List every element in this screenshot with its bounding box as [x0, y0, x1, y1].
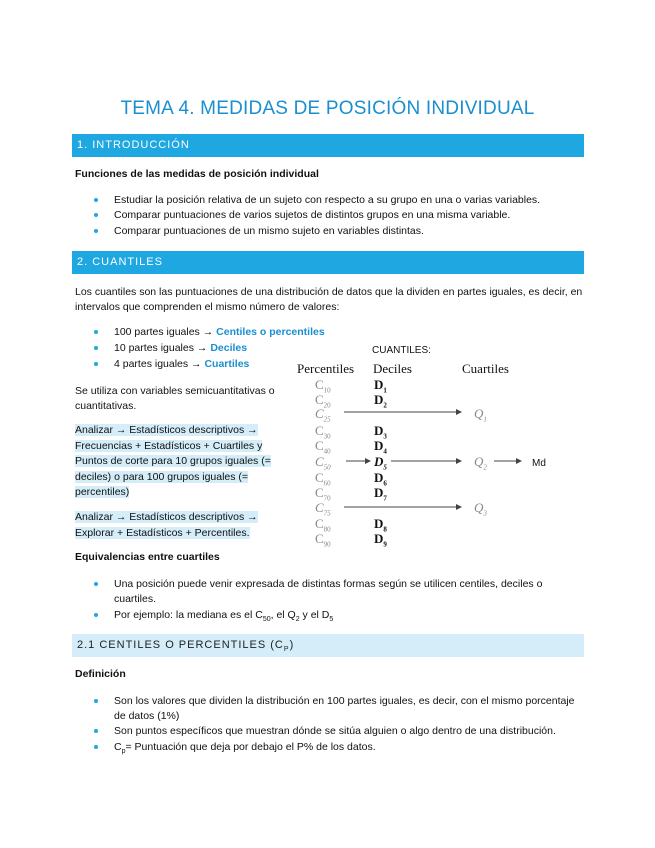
decile-label: $D_9$ — [374, 531, 387, 549]
list-item: Son los valores que dividen la distribución en 100 partes iguales, es decir, con el mismo porcentaje — [114, 695, 575, 707]
median-label: Md — [532, 458, 546, 469]
list-item-continuation: cuartiles. — [114, 593, 157, 605]
quartile-label: $Q_2$ — [474, 454, 487, 472]
bullet-icon — [94, 613, 98, 617]
list-item: $C_p=$ Puntuación que deja por debajo el P% de los datos. — [114, 741, 376, 756]
subheading-definicion: Definición — [75, 668, 126, 680]
section-heading-introduccion: 1. INTRODUCCIÓN — [72, 134, 584, 157]
subheading-equivalencias: Equivalencias entre cuartiles — [75, 551, 220, 563]
decile-label: $D_5$ — [374, 454, 387, 472]
spss-path-frecuencias: Analizar → Estadísticos descriptivos → Frecuencias + Estadísticos + Cuartiles y Puntos de corte para 10 grupos iguales (= deciles) o para 100 grupos iguales (= percentiles) — [75, 424, 271, 498]
column-header-deciles: Deciles — [373, 361, 412, 376]
list-item: Comparar puntuaciones de varios sujetos de distintos grupos en una misma variable. — [114, 209, 511, 221]
usage-text: Se utiliza con variables semicuantitativas o — [75, 385, 275, 397]
decile-label: $D_3$ — [374, 423, 387, 441]
percentile-label: $C_{75}$ — [315, 500, 331, 518]
subheading-funciones: Funciones de las medidas de posición individual — [75, 168, 319, 180]
quartile-label: $Q_3$ — [474, 500, 487, 518]
percentile-label: $C_{30}$ — [315, 423, 331, 441]
intro-text: Los cuantiles son las puntuaciones de una distribución de datos que la dividen en partes iguales, es decir, en — [75, 286, 583, 298]
spss-path-explorar: Analizar → Estadísticos descriptivos → Explorar + Estadísticos + Percentiles. — [75, 511, 258, 539]
percentile-label: $C_{40}$ — [315, 438, 331, 456]
page-title: TEMA 4. MEDIDAS DE POSICIÓN INDIVIDUAL — [120, 98, 535, 119]
list-item: 4 partes iguales → Cuartiles — [114, 358, 250, 370]
bullet-icon — [94, 745, 98, 749]
decile-label: $D_6$ — [374, 470, 387, 488]
list-item: Comparar puntuaciones de un mismo sujeto en variables distintas. — [114, 225, 424, 237]
list-item-continuation: de datos (1%) — [114, 710, 180, 722]
list-item: Por ejemplo: la mediana es el $C_{50}$, el $Q_2$ y el $D_5$ — [114, 609, 334, 624]
usage-text: cuantitativas. — [75, 400, 137, 412]
list-item: Una posición puede venir expresada de distintas formas según se utilicen centiles, deciles o — [114, 578, 543, 590]
percentile-label: $C_{50}$ — [315, 454, 331, 472]
bullet-icon — [94, 330, 98, 334]
decile-label: $D_7$ — [374, 485, 387, 503]
decile-label: $D_1$ — [374, 377, 387, 395]
column-header-percentiles: Percentiles — [297, 361, 355, 376]
decile-label: $D_4$ — [374, 438, 387, 456]
bullet-icon — [94, 346, 98, 350]
figure-caption: CUANTILES: — [372, 345, 431, 356]
list-item: Estudiar la posición relativa de un sujeto con respecto a su grupo en una o varias variables. — [114, 194, 541, 206]
bullet-icon — [94, 213, 98, 217]
section-heading-cuantiles: 2. CUANTILES — [72, 251, 584, 274]
intro-text: intervalos que comprenden el mismo número de valores: — [75, 301, 340, 313]
bullet-icon — [94, 699, 98, 703]
quartile-label: $Q_1$ — [474, 406, 487, 424]
bullet-icon — [94, 582, 98, 586]
percentile-label: $C_{70}$ — [315, 485, 331, 503]
list-item: 10 partes iguales → Deciles — [114, 342, 248, 354]
percentile-label: $C_{80}$ — [315, 516, 331, 534]
decile-label: $D_2$ — [374, 392, 387, 410]
percentile-label: $C_{10}$ — [315, 377, 331, 395]
section-heading-centiles: 2.1 CENTILES O PERCENTILES $(C_P)$ — [72, 634, 584, 657]
percentile-label: $C_{25}$ — [315, 406, 331, 424]
percentile-label: $C_{90}$ — [315, 531, 331, 549]
list-item: 100 partes iguales → Centiles o percentiles — [114, 326, 325, 338]
bullet-icon — [94, 229, 98, 233]
list-item: Son puntos específicos que muestran dónde se sitúa alguien o algo dentro de una distribución. — [114, 725, 556, 737]
bullet-icon — [94, 198, 98, 202]
bullet-icon — [94, 729, 98, 733]
bullet-icon — [94, 362, 98, 366]
percentile-label: $C_{60}$ — [315, 470, 331, 488]
percentile-label: $C_{20}$ — [315, 392, 331, 410]
decile-label: $D_8$ — [374, 516, 387, 534]
column-header-cuartiles: Cuartiles — [462, 361, 509, 376]
quantile-arrows — [290, 340, 560, 550]
